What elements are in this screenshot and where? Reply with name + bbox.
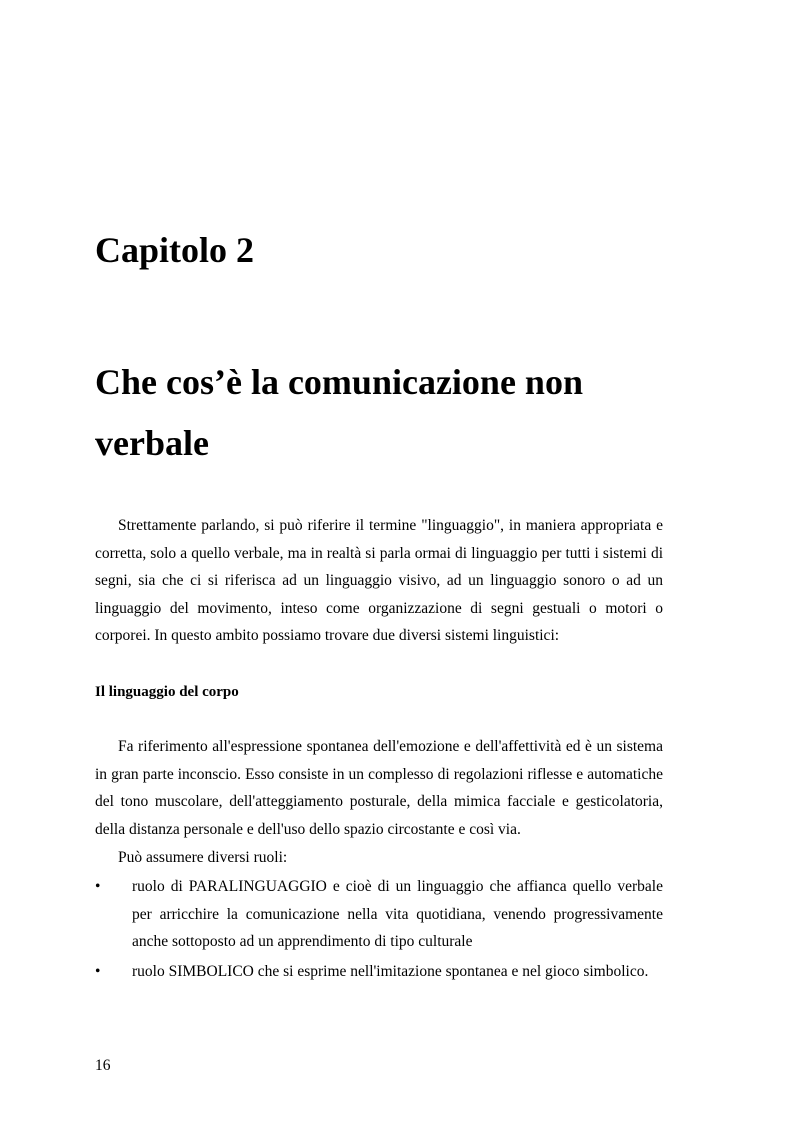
bullet-icon: • xyxy=(95,878,101,895)
section-heading-body-language: Il linguaggio del corpo xyxy=(95,684,239,700)
intro-paragraph: Strettamente parlando, si può riferire il termine "linguaggio", in maniera appropriata e corretta, solo a quello verbale, ma in realtà si parla ormai di linguaggio per tutti i sistemi di segni, sia che ci si riferisca ad un linguaggio visivo, ad un linguaggio sonoro o ad un linguaggio del movimento, inteso come organizzazione di segni gestuali o motori o corporei. In questo ambito possiamo trovare due diversi sistemi linguistici: xyxy=(95,517,663,645)
list-item-text: ruolo di PARALINGUAGGIO e cioè di un linguaggio che affianca quello verbale per arricchire la comunicazione nella vita quotidiana, venendo progressivamente anche sottoposto ad un apprendimento di tipo culturale xyxy=(132,878,663,951)
list-item xyxy=(95,873,663,956)
bullet-icon: • xyxy=(95,962,101,980)
list-item xyxy=(95,958,663,986)
chapter-title-heading: Che cos’è la comunicazione non verbale xyxy=(95,362,583,463)
list-item-text: ruolo SIMBOLICO che si esprime nell'imitazione spontanea e nel gioco simbolico. xyxy=(132,962,649,980)
chapter-number-heading: Capitolo 2 xyxy=(95,230,255,270)
body-language-paragraph: Fa riferimento all'espressione spontanea dell'emozione e dell'affettività ed è un sistema in gran parte inconscio. Esso consiste in un complesso di regolazioni riflesse e automatiche del tono muscolare, dell'atteggiamento posturale, della mimica facciale e gesticolatoria, della distanza personale e dell'uso dello spazio circostante e così via. xyxy=(95,738,663,838)
roles-intro-paragraph: Può assumere diversi ruoli: xyxy=(118,849,288,866)
page-number: 16 xyxy=(95,1057,111,1074)
roles-bullet-list xyxy=(95,873,663,985)
